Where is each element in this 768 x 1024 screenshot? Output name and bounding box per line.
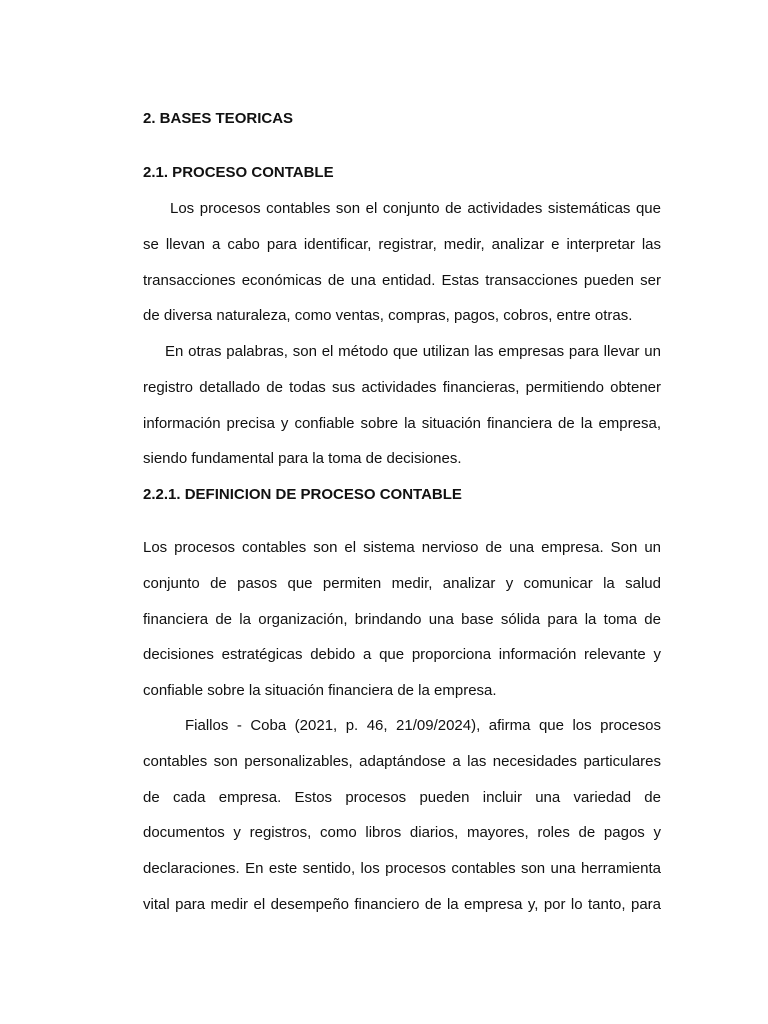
paragraph-procesos-contables-definicion xyxy=(143,191,661,334)
paragraph-line: conjunto de pasos que permiten medir, analizar y comunicar la salud xyxy=(143,574,661,592)
paragraph-sistema-nervioso xyxy=(143,530,661,709)
paragraph-line: financiera de la organización, brindando una base sólida para la toma de xyxy=(143,610,661,628)
paragraph-line: transacciones económicas de una entidad. Estas transacciones pueden ser xyxy=(143,271,661,289)
section-heading-definicion-proceso-contable: 2.2.1. DEFINICION DE PROCESO CONTABLE xyxy=(143,486,462,503)
paragraph-line: información precisa y confiable sobre la situación financiera de la empresa, xyxy=(143,414,661,432)
paragraph-line: registro detallado de todas sus actividades financieras, permitiendo obtener xyxy=(143,378,661,396)
section-heading-proceso-contable: 2.1. PROCESO CONTABLE xyxy=(143,164,334,181)
paragraph-line: declaraciones. En este sentido, los procesos contables son una herramienta xyxy=(143,860,661,878)
paragraph-line: vital para medir el desempeño financiero de la empresa y, por lo tanto, para xyxy=(143,895,661,913)
section-heading-bases-teoricas: 2. BASES TEORICAS xyxy=(143,110,294,127)
paragraph-line: siendo fundamental para la toma de decisiones. xyxy=(143,450,462,468)
paragraph-line: En otras palabras, son el método que utilizan las empresas para llevar un xyxy=(165,343,661,360)
paragraph-line: decisiones estratégicas debido a que proporciona información relevante y xyxy=(143,646,661,664)
paragraph-line: Fiallos - Coba (2021, p. 46, 21/09/2024), afirma que los procesos xyxy=(185,717,661,734)
paragraph-line: de cada empresa. Estos procesos pueden incluir una variedad de xyxy=(143,788,661,806)
paragraph-line: contables son personalizables, adaptándose a las necesidades particulares xyxy=(143,752,661,770)
paragraph-line: documentos y registros, como libros diarios, mayores, roles de pagos y xyxy=(143,824,661,842)
paragraph-fiallos-coba xyxy=(143,708,661,923)
paragraph-otras-palabras xyxy=(143,334,661,477)
paragraph-line: de diversa naturaleza, como ventas, compras, pagos, cobros, entre otras. xyxy=(143,307,633,325)
paragraph-line: confiable sobre la situación financiera de la empresa. xyxy=(143,682,497,700)
paragraph-line: se llevan a cabo para identificar, registrar, medir, analizar e interpretar las xyxy=(143,235,661,253)
paragraph-line: Los procesos contables son el sistema nervioso de una empresa. Son un xyxy=(143,539,661,556)
paragraph-line: Los procesos contables son el conjunto de actividades sistemáticas que xyxy=(170,200,661,217)
